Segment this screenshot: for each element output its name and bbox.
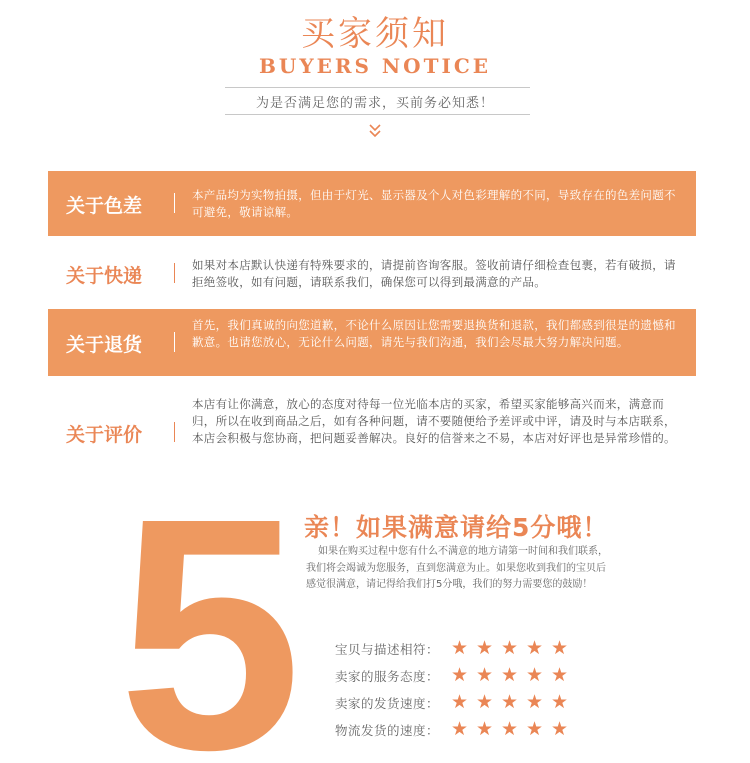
section-text: 如果对本店默认快递有特殊要求的，请提前咨询客服。签收前请仔细检查包裹，若有破损，请拒绝签收，如有问题，请联系我们，确保您可以得到最满意的产品。 xyxy=(192,258,676,289)
star-icon: ★ xyxy=(475,691,494,713)
star-icon: ★ xyxy=(550,718,569,740)
double-chevron-down-icon xyxy=(366,122,384,140)
star-icon: ★ xyxy=(500,691,519,713)
divider-line xyxy=(225,114,530,115)
promo-headline: 亲！如果满意请给5分哦！ xyxy=(304,513,609,542)
section-reviews xyxy=(48,389,696,473)
separator-bar xyxy=(174,263,175,283)
star-icon: ★ xyxy=(500,637,519,659)
promo-text: 如果在购买过程中您有什么不满意的地方请第一时间和我们联系，我们将会竭诚为您服务，直到您满意为止。如果您收到我们的宝贝后感觉很满意，请记得给我们打5分哦，我们的努力需要您的鼓励！ xyxy=(306,546,608,590)
section-title: 关于快递 xyxy=(66,265,143,287)
section-returns xyxy=(48,309,696,376)
page-title: 买家须知 xyxy=(301,14,449,54)
rating-stars xyxy=(447,718,572,740)
rating-row xyxy=(335,691,615,714)
big-number-text: 5 xyxy=(118,490,302,760)
star-icon: ★ xyxy=(525,664,544,686)
rating-stars xyxy=(447,664,572,686)
section-color-difference xyxy=(48,171,696,236)
section-title: 关于退货 xyxy=(66,334,143,356)
star-icon: ★ xyxy=(450,691,469,713)
star-icon: ★ xyxy=(525,637,544,659)
rating-stars xyxy=(447,691,572,713)
rating-label: 卖家的发货速度： xyxy=(335,696,440,711)
star-icon: ★ xyxy=(475,718,494,740)
rating-label: 卖家的服务态度： xyxy=(335,669,440,684)
big-number-five xyxy=(110,490,310,760)
star-icon: ★ xyxy=(550,664,569,686)
divider-line xyxy=(225,87,530,88)
star-icon: ★ xyxy=(450,718,469,740)
rating-label: 宝贝与描述相符： xyxy=(335,642,440,657)
section-title: 关于评价 xyxy=(66,424,143,446)
star-icon: ★ xyxy=(525,718,544,740)
star-icon: ★ xyxy=(500,664,519,686)
separator-bar xyxy=(174,193,175,213)
rating-row xyxy=(335,718,615,741)
star-icon: ★ xyxy=(475,664,494,686)
star-icon: ★ xyxy=(550,637,569,659)
star-icon: ★ xyxy=(550,691,569,713)
page-title-english: BUYERS NOTICE xyxy=(259,54,491,78)
separator-bar xyxy=(174,422,175,442)
star-icon: ★ xyxy=(450,664,469,686)
star-icon: ★ xyxy=(475,637,494,659)
section-text: 本店有让你满意，放心的态度对待每一位光临本店的买家，希望买家能够高兴而来，满意而归，所以在收到商品之后，如有各种问题，请不要随便给予差评或中评，请及时与本店联系，本店会积极与您协商，把问题妥善解决。良好的信誉来之不易，本店对好评也是异常珍惜的。 xyxy=(192,397,676,445)
rating-stars xyxy=(447,637,572,659)
section-text: 首先，我们真诚的向您道歉，不论什么原因让您需要退换货和退款，我们都感到很是的遗憾和歉意。也请您放心，无论什么问题，请先与我们沟通，我们会尽最大努力解决问题。 xyxy=(192,318,676,349)
section-delivery xyxy=(48,241,696,306)
star-icon: ★ xyxy=(525,691,544,713)
star-icon: ★ xyxy=(500,718,519,740)
star-icon: ★ xyxy=(450,637,469,659)
section-title: 关于色差 xyxy=(66,195,143,217)
rating-row xyxy=(335,637,615,660)
separator-bar xyxy=(174,332,175,352)
rating-row xyxy=(335,664,615,687)
section-text: 本产品均为实物拍摄，但由于灯光、显示器及个人对色彩理解的不同，导致存在的色差问题不可避免，敬请谅解。 xyxy=(192,188,676,219)
rating-label: 物流发货的速度： xyxy=(335,723,440,738)
page-subtitle: 为是否满足您的需求，买前务必知悉！ xyxy=(255,96,494,111)
